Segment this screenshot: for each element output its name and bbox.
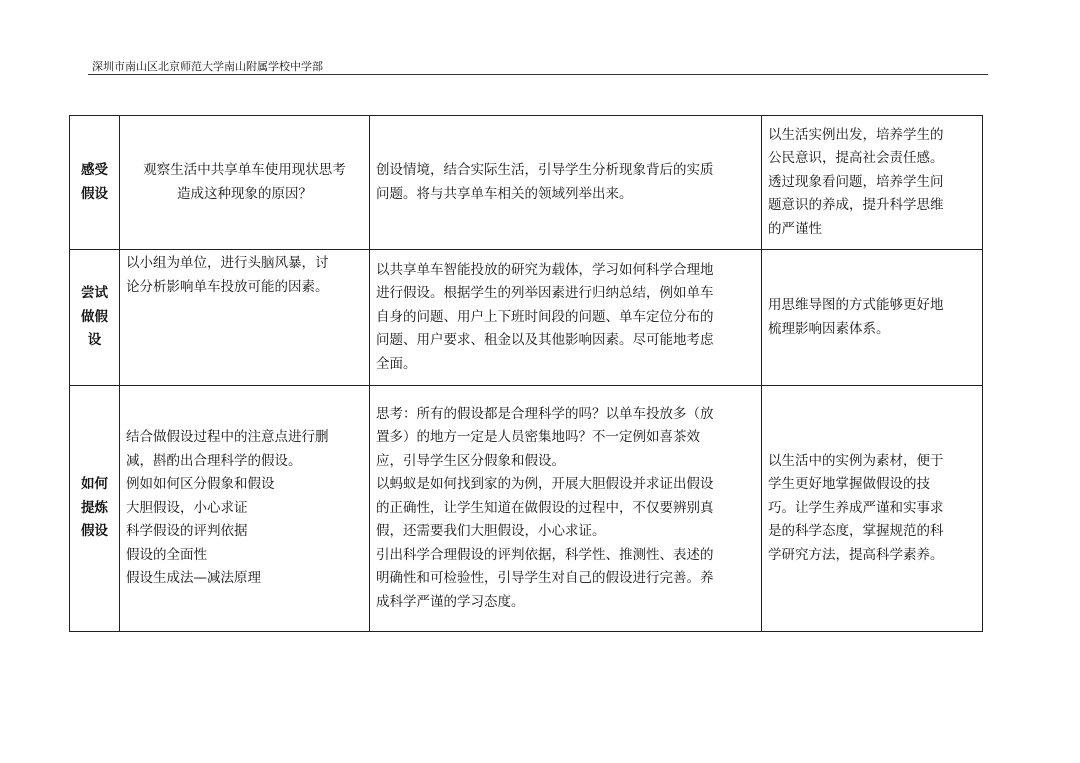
- stage-cell: [70, 386, 120, 632]
- cell-line: 问题、用户要求、租金以及其他影响因素。尽可能地考虑: [376, 332, 714, 349]
- table-row: [70, 250, 983, 386]
- cell-line: 成科学严谨的学习态度。: [376, 593, 525, 610]
- cell-line: 学生更好地掌握做假设的技: [768, 476, 930, 493]
- student-activity-cell: [120, 386, 370, 632]
- stage-label: 做假: [81, 308, 108, 325]
- stage-label: 尝试: [81, 285, 108, 302]
- lesson-plan-table: [69, 115, 983, 632]
- cell-line: 思考：所有的假设都是合理科学的吗？以单车投放多（放: [376, 405, 714, 422]
- cell-line: 论分析影响单车投放可能的因素。: [126, 278, 329, 295]
- cell-line: 以生活实例出发，培养学生的: [768, 126, 944, 143]
- cell-line: 大胆假设，小心求证: [126, 499, 248, 516]
- student-activity-cell: [120, 250, 370, 386]
- cell-line: 明确性和可检验性，引导学生对自己的假设进行完善。养: [376, 570, 714, 587]
- cell-line: 梳理影响因素体系。: [768, 320, 890, 337]
- cell-line: 的正确性，让学生知道在做假设的过程中，不仅要辨别真: [376, 499, 714, 516]
- cell-line: 以小组为单位，进行头脑风暴，讨: [126, 255, 329, 271]
- cell-line: 自身的问题、用户上下班时间段的问题、单车定位分布的: [376, 308, 714, 325]
- cell-line: 全面。: [376, 355, 417, 372]
- cell-line: 透过现象看问题，培养学生问: [768, 173, 944, 190]
- stage-label: 感受: [81, 162, 108, 178]
- cell-line: 的严谨性: [768, 220, 822, 237]
- cell-line: 是的科学态度，掌握规范的科: [768, 523, 944, 540]
- cell-line: 进行假设。根据学生的列举因素进行归纳总结，例如单车: [376, 285, 714, 302]
- page-header-school: 深圳市南山区北京师范大学南山附属学校中学部: [92, 60, 323, 73]
- stage-cell: [70, 250, 120, 386]
- cell-line: 以共享单车智能投放的研究为载体，学习如何科学合理地: [376, 261, 714, 278]
- cell-line: 结合做假设过程中的注意点进行删: [126, 429, 329, 446]
- student-activity-cell: [120, 116, 370, 250]
- cell-line: 问题。将与共享单车相关的领域列举出来。: [376, 185, 633, 202]
- stage-label: 如何: [81, 476, 108, 493]
- cell-line: 观察生活中共享单车使用现状思考: [143, 162, 346, 178]
- cell-line: 假设的全面性: [126, 546, 207, 563]
- teacher-activity-cell: [370, 116, 762, 250]
- header-divider: [88, 74, 988, 75]
- cell-line: 例如如何区分假象和假设: [126, 476, 275, 493]
- cell-line: 造成这种现象的原因？: [177, 185, 312, 202]
- cell-line: 公民意识，提高社会责任感。: [768, 150, 944, 167]
- stage-label: 设: [87, 332, 102, 349]
- teacher-activity-cell: [370, 250, 762, 386]
- cell-line: 置多）的地方一定是人员密集地吗？不一定例如喜茶效: [376, 429, 700, 446]
- cell-line: 科学假设的评判依据: [126, 523, 248, 540]
- stage-label: 假设: [81, 523, 108, 540]
- cell-line: 假，还需要我们大胆假设，小心求证。: [376, 523, 606, 540]
- teacher-activity-cell: [370, 386, 762, 632]
- cell-line: 减，斟酌出合理科学的假设。: [126, 452, 302, 469]
- design-intent-cell: [762, 116, 983, 250]
- cell-line: 引出科学合理假设的评判依据，科学性、推测性、表述的: [376, 546, 714, 563]
- stage-label: 提炼: [81, 499, 108, 516]
- table-row: [70, 116, 983, 250]
- design-intent-cell: [762, 386, 983, 632]
- design-intent-cell: [762, 250, 983, 386]
- stage-cell: [70, 116, 120, 250]
- stage-label: 假设: [81, 185, 108, 202]
- cell-line: 巧。让学生养成严谨和实事求: [768, 499, 944, 516]
- cell-line: 假设生成法—减法原理: [126, 570, 261, 587]
- cell-line: 应，引导学生区分假象和假设。: [376, 452, 565, 469]
- cell-line: 创设情境，结合实际生活，引导学生分析现象背后的实质: [376, 162, 714, 178]
- cell-line: 学研究方法，提高科学素养。: [768, 546, 944, 563]
- cell-line: 以生活中的实例为素材，便于: [768, 452, 944, 469]
- table-row: [70, 386, 983, 632]
- cell-line: 以蚂蚁是如何找到家的为例，开展大胆假设并求证出假设: [376, 476, 714, 493]
- cell-line: 用思维导图的方式能够更好地: [768, 297, 944, 313]
- cell-line: 题意识的养成，提升科学思维: [768, 197, 944, 214]
